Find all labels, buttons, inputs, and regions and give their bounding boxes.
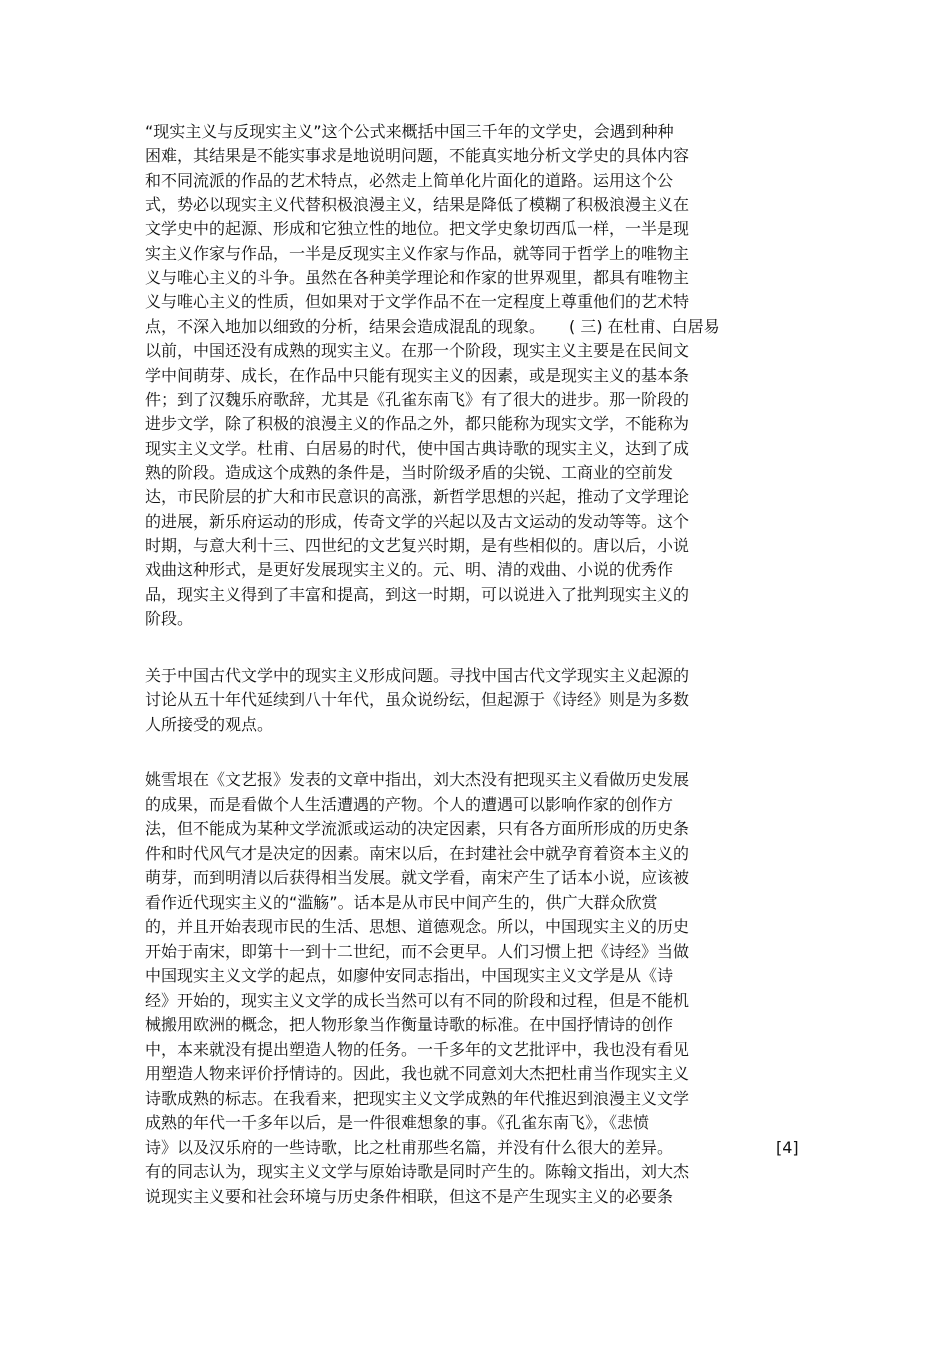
text-line: 和不同流派的作品的艺术特点，必然走上简单化片面化的道路。运用这个公	[145, 170, 674, 190]
text-line: 文学史中的起源、形成和它独立性的地位。把文学史象切西瓜一样，一半是现	[145, 219, 690, 239]
text-line: 法，但不能成为某种文学流派或运动的决定因素，只有各方面所形成的历史条	[145, 819, 690, 838]
text-line: 义与唯心主义的性质，但如果对于文学作品不在一定程度上尊重他们的艺术特	[145, 292, 690, 312]
text-line: 成熟的年代一千多年以后，是一件很难想象的事。《孔雀东南飞》，《悲愤	[145, 1113, 650, 1132]
text-line: 经》开始的，现实主义文学的成长当然可以有不同的阶段和过程，但是不能机	[145, 990, 690, 1010]
text-line: 械搬用欧洲的概念，把人物形象当作衡量诗歌的标准。在中国抒情诗的创作	[145, 1015, 674, 1034]
text-line: 义与唯心主义的斗争。虽然在各种美学理论和作家的世界观里，都具有唯物主	[145, 268, 690, 288]
text-line: 困难，其结果是不能实事求是地说明问题，不能真实地分析文学史的具体内容	[145, 146, 690, 166]
text-line: 戏曲这种形式，是更好发展现实主义的。元、明、清的戏曲、小说的优秀作	[145, 560, 674, 580]
text-line: 阶段。	[145, 609, 194, 628]
text-line: 姚雪垠在《文艺报》发表的文章中指出，刘大杰没有把现买主义看做历史发展	[145, 770, 690, 789]
text-line: 看作近代现实主义的“滥觞”。话本是从市民中间产生的，供广大群众欣赏	[145, 892, 658, 912]
text-line: 有的同志认为，现实主义文学与原始诗歌是同时产生的。陈翰文指出，刘大杰	[145, 1162, 690, 1181]
text-line: 式，势必以现实主义代替积极浪漫主义，结果是降低了模糊了积极浪漫主义在	[145, 195, 690, 215]
text-line: 达，市民阶层的扩大和市民意识的高涨，新哲学思想的兴起，推动了文学理论	[145, 487, 690, 507]
text-line: 诗歌成熟的标志。在我看来，把现实主义文学成熟的年代推迟到浪漫主义文学	[145, 1088, 690, 1108]
text-line: 件和时代风气才是决定的因素。南宋以后，在封建社会中就孕育着资本主义的	[145, 843, 690, 863]
reference-mark: [4]	[776, 1137, 799, 1157]
text-line: 说现实主义要和社会环境与历史条件相联，但这不是产生现实主义的必要条	[145, 1186, 674, 1206]
text-line: 关于中国古代文学中的现实主义形成问题。寻找中国古代文学现实主义起源的	[145, 666, 690, 685]
text-line: 讨论从五十年代延续到八十年代，虽众说纷纭，但起源于《诗经》则是为多数	[145, 690, 690, 710]
text-line: 时期，与意大利十三、四世纪的文艺复兴时期，是有些相似的。唐以后，小说	[145, 535, 690, 555]
text-line: 中国现实主义文学的起点，如廖仲安同志指出，中国现实主义文学是从《诗	[145, 966, 674, 985]
text-line: 熟的阶段。造成这个成熟的条件是，当时阶级矛盾的尖锐、工商业的空前发	[145, 462, 674, 482]
text-line: 现实主义文学。杜甫、白居易的时代，使中国古典诗歌的现实主义，达到了成	[145, 438, 690, 458]
text-line: “现实主义与反现实主义”这个公式来概括中国三千年的文学史，会遇到种种	[145, 122, 674, 141]
text-line: 的进展，新乐府运动的形成，传奇文学的兴起以及古文运动的发动等等。这个	[145, 511, 690, 531]
text-line: 学中间萌芽、成长，在作品中只能有现实主义的因素，或是现实主义的基本条	[145, 365, 690, 385]
text-line: 萌芽，而到明清以后获得相当发展。就文学看，南宋产生了话本小说，应该被	[145, 868, 690, 887]
text-line: 以前，中国还没有成熟的现实主义。在那一个阶段，现实主义主要是在民间文	[145, 341, 690, 361]
text-line: 的，并且开始表现市民的生活、思想、道德观念。所以，中国现实主义的历史	[145, 917, 690, 936]
text-line: 件；到了汉魏乐府歌辞，尤其是《孔雀东南飞》有了很大的进步。那一阶段的	[145, 389, 690, 409]
text-line: 品，现实主义得到了丰富和提高，到这一时期，可以说进入了批判现实主义的	[145, 584, 690, 604]
text-line: 开始于南宋，即第十一到十二世纪，而不会更早。人们习惯上把《诗经》当做	[145, 941, 690, 961]
text-line: 用塑造人物来评价抒情诗的。因此，我也就不同意刘大杰把杜甫当作现实主义	[145, 1064, 690, 1083]
text-line: 的成果，而是看做个人生活遭遇的产物。个人的遭遇可以影响作家的创作方	[145, 794, 674, 814]
text-line: 点，不深入地加以细致的分析，结果会造成混乱的现象。 ( 三) 在杜甫、白居易	[145, 316, 720, 336]
text-line: 进步文学，除了积极的浪漫主义的作品之外，都只能称为现实文学，不能称为	[145, 414, 690, 434]
text-line: 诗》以及汉乐府的一些诗歌，比之杜甫那些名篇，并没有什么很大的差异。	[145, 1137, 674, 1157]
text-line: 人所接受的观点。	[145, 714, 274, 734]
text-line: 中，本来就没有提出塑造人物的任务。一千多年的文艺批评中，我也没有看见	[145, 1039, 690, 1059]
text-line: 实主义作家与作品，一半是反现实主义作家与作品，就等同于哲学上的唯物主	[145, 243, 690, 263]
